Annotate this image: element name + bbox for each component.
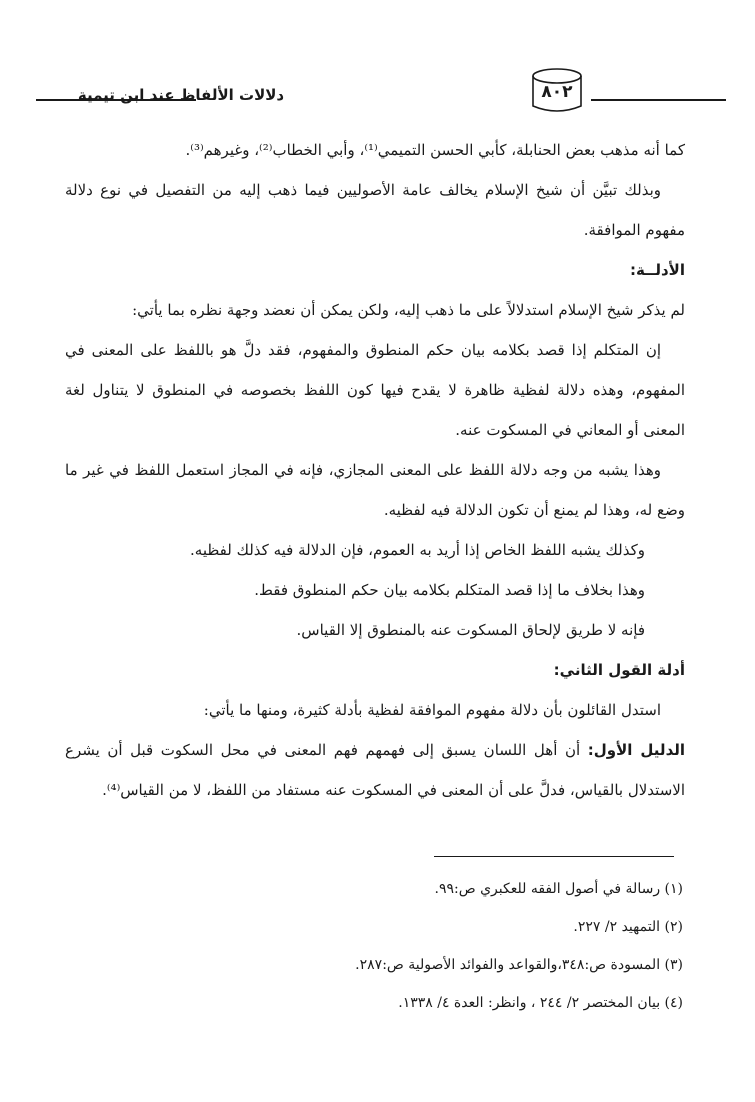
- first-evidence-label: الدليل الأول:: [587, 741, 686, 759]
- footnote-separator: [434, 856, 674, 857]
- footnote: (٤) بيان المختصر ٢/ ٢٤٤ ، وانظر: العدة ٤/ ١٣٣٨.: [398, 995, 683, 1011]
- paragraph: وكذلك يشبه اللفظ الخاص إذا أريد به العموم، فإن الدلالة فيه كذلك لفظيه.: [190, 541, 645, 559]
- paragraph: إن المتكلم إذا قصد بكلامه بيان حكم المنطوق والمفهوم، فقد دلَّ هو باللفظ على المعنى في المفهوم، وهذه دلالة لفظية ظاهرة لا يقدح فيها كون اللفظ بخصوصه في المنطوق لا يتناول لغة المعنى أو المعاني في المسكوت عنه.: [65, 341, 685, 439]
- paragraph: كما أنه مذهب بعض الحنابلة، كأبي الحسن التميمي⁽¹⁾، وأبي الخطاب⁽²⁾، وغيرهم⁽³⁾.: [185, 141, 685, 159]
- footnote: (٣) المسودة ص:٣٤٨،والقواعد والفوائد الأصولية ص:٢٨٧.: [355, 957, 683, 973]
- page-number: ٨٠٢: [541, 82, 573, 102]
- header-rule-right: [591, 99, 726, 101]
- footnotes: [63, 870, 683, 1022]
- paragraph: استدل القائلون بأن دلالة مفهوم الموافقة لفظية بأدلة كثيرة، ومنها ما يأتي:: [203, 701, 661, 719]
- footnote: (١) رسالة في أصول الفقه للعكبري ص:٩٩.: [434, 881, 683, 897]
- section-heading-second-opinion: أدلة القول الثاني:: [553, 661, 685, 679]
- footnote: (٢) التمهيد ٢/ ٢٢٧.: [573, 919, 683, 935]
- running-title: دلالات الألفاظ عند ابن تيمية: [77, 86, 285, 104]
- paragraph: لم يذكر شيخ الإسلام استدلالاً على ما ذهب إليه، ولكن يمكن أن نعضد وجهة نظره بما يأتي:: [132, 301, 685, 319]
- paragraph: وبذلك تبيَّن أن شيخ الإسلام يخالف عامة الأصوليين فيما ذهب إليه من التفصيل في نوع دلالة مفهوم الموافقة.: [65, 181, 685, 239]
- first-evidence-text: أن أهل اللسان يسبق إلى فهمهم فهم المعنى في محل السكوت قبل أن يشرع الاستدلال بالقياس، فدلَّ على أن المعنى في المسكوت عنه مستفاد من اللفظ، لا من القياس⁽⁴⁾.: [65, 741, 685, 799]
- paragraph: وهذا بخلاف ما إذا قصد المتكلم بكلامه بيان حكم المنطوق فقط.: [254, 581, 645, 599]
- main-text: [65, 130, 685, 810]
- paragraph-first-evidence: [65, 730, 685, 810]
- page-number-badge: [530, 66, 584, 116]
- paragraph: وهذا يشبه من وجه دلالة اللفظ على المعنى المجازي، فإنه في المجاز استعمل اللفظ في غير ما وضع له، وهذا لم يمنع أن تكون الدلالة فيه لفظيه.: [65, 461, 685, 519]
- section-heading-evidence: الأدلــة:: [630, 261, 685, 279]
- page-header: [36, 66, 726, 116]
- paragraph: فإنه لا طريق لإلحاق المسكوت عنه بالمنطوق إلا القياس.: [296, 621, 645, 639]
